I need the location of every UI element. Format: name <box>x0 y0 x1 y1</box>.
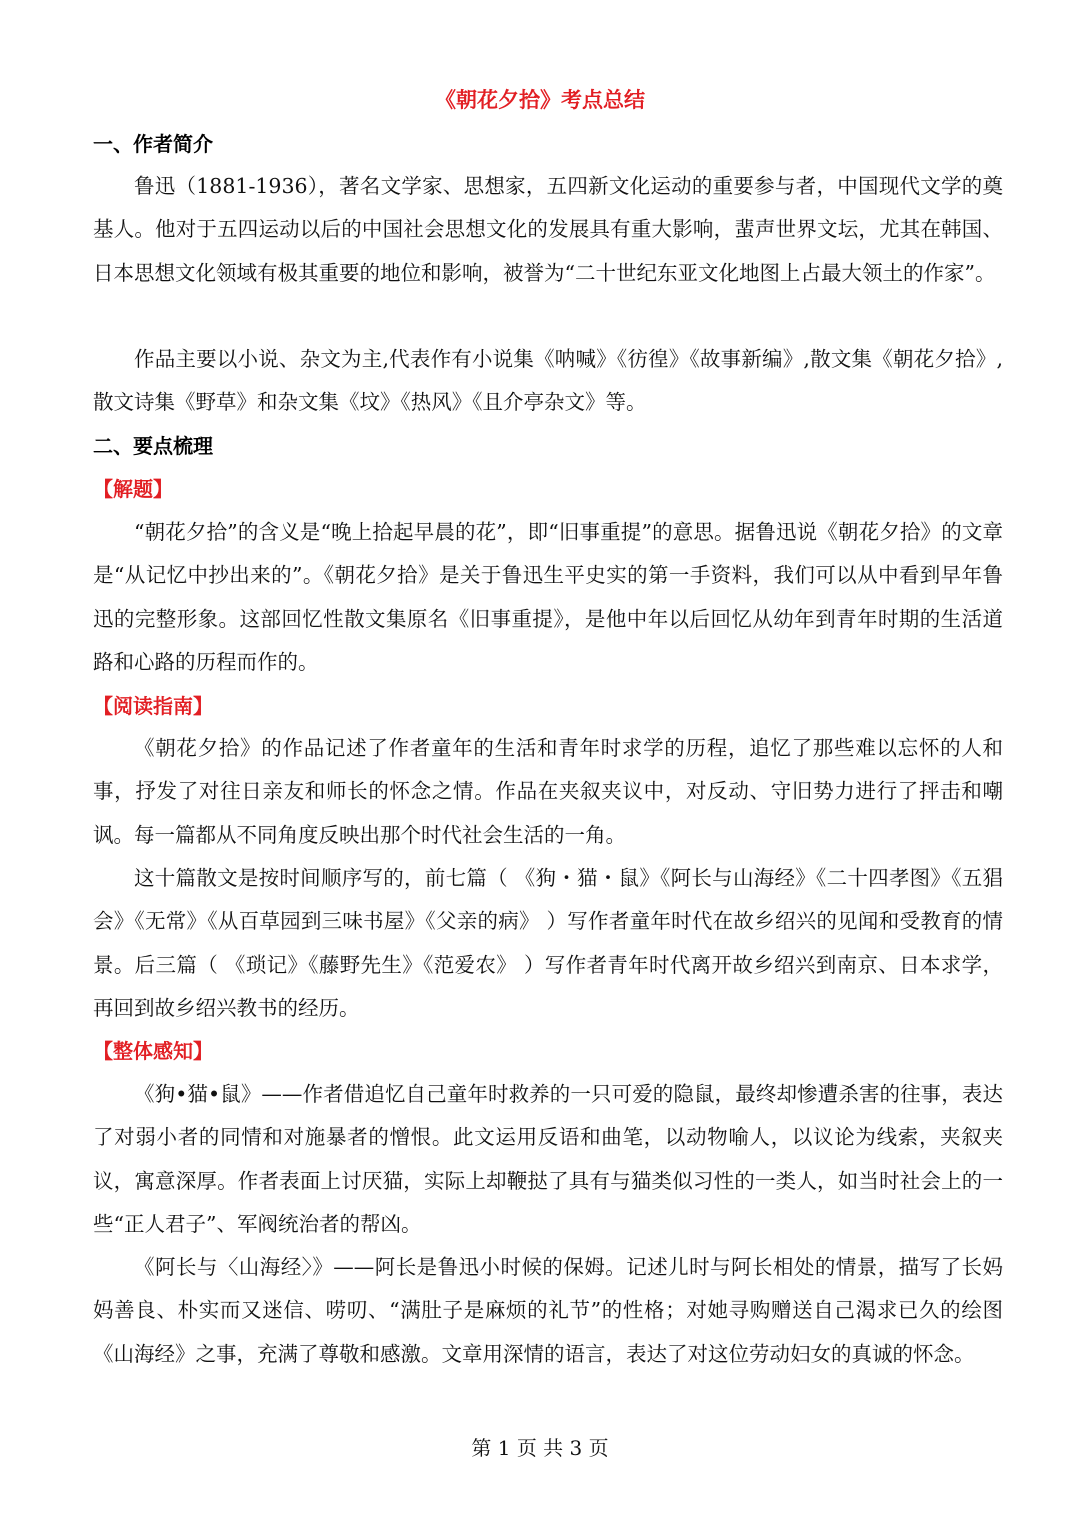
tag-title-explanation: 【解题】 <box>93 477 173 501</box>
paragraph-title-explanation: “朝花夕拾”的含义是“晚上拾起早晨的花”，即“旧事重提”的意思。据鲁迅说《朝花夕拾》的文章是“从记忆中抄出来的”。《朝花夕拾》是关于鲁迅生平史实的第一手资料，我们可以从中看到早年鲁迅的完整形象。这部回忆性散文集原名《旧事重提》，是他中年以后回忆从幼年到青年时期的生活道路和心路的历程而作的。 <box>93 520 1003 675</box>
paragraph-author-bio: 鲁迅（1881-1936），著名文学家、思想家，五四新文化运动的重要参与者，中国现代文学的奠基人。他对于五四运动以后的中国社会思想文化的发展具有重大影响，蜚声世界文坛，尤其在韩国、日本思想文化领域有极其重要的地位和影响，被誉为“二十世纪东亚文化地图上占最大领土的作家”。 <box>93 174 1003 285</box>
section-heading-author: 一、作者简介 <box>93 132 213 156</box>
section-heading-key-points: 二、要点梳理 <box>93 434 213 458</box>
paragraph-dog-cat-mouse: 《狗•猫•鼠》——作者借追忆自己童年时救养的一只可爱的隐鼠，最终却惨遭杀害的往事，表达了对弱小者的同情和对施暴者的憎恨。此文运用反语和曲笔，以动物喻人，以议论为线索，夹叙夹议，寓意深厚。作者表面上讨厌猫，实际上却鞭挞了具有与猫类似习性的一类人，如当时社会上的一些“正人君子”、军阀统治者的帮凶。 <box>93 1082 1003 1237</box>
paragraph-reading-guide: 《朝花夕拾》的作品记述了作者童年的生活和青年时求学的历程，追忆了那些难以忘怀的人和事，抒发了对往日亲友和师长的怀念之情。作品在夹叙夹议中，对反动、守旧势力进行了抨击和嘲讽。每一篇都从不同角度反映出那个时代社会生活的一角。 <box>93 736 1003 847</box>
document-title: 《朝花夕拾》考点总结 <box>435 88 645 112</box>
paragraph-a-chang: 《阿长与〈山海经〉》——阿长是鲁迅小时候的保姆。记述儿时与阿长相处的情景，描写了长妈妈善良、朴实而又迷信、唠叨、“满肚子是麻烦的礼节”的性格；对她寻购赠送自己渴求已久的绘图《山海经》之事，充满了尊敬和感激。文章用深情的语言，表达了对这位劳动妇女的真诚的怀念。 <box>93 1255 1003 1366</box>
paragraph-works: 作品主要以小说、杂文为主,代表作有小说集《呐喊》《彷徨》《故事新编》,散文集《朝花夕拾》,散文诗集《野草》和杂文集《坟》《热风》《且介亭杂文》等。 <box>93 347 1003 415</box>
tag-reading-guide: 【阅读指南】 <box>93 694 213 718</box>
tag-overall-perception: 【整体感知】 <box>93 1039 213 1063</box>
paragraph-ten-essays: 这十篇散文是按时间顺序写的，前七篇（ 《狗・猫・鼠》《阿长与山海经》《二十四孝图》《五猖会》《无常》《从百草园到三味书屋》《父亲的病》 ）写作者童年时代在故乡绍兴的见闻和受教育的情景。后三篇（ 《琐记》《藤野先生》《范爱农》 ）写作者青年时代离开故乡绍兴到南京、日本求学，再回到故乡绍兴教书的经历。 <box>93 866 1003 1021</box>
page-footer: 第 1 页 共 3 页 <box>471 1436 609 1460</box>
